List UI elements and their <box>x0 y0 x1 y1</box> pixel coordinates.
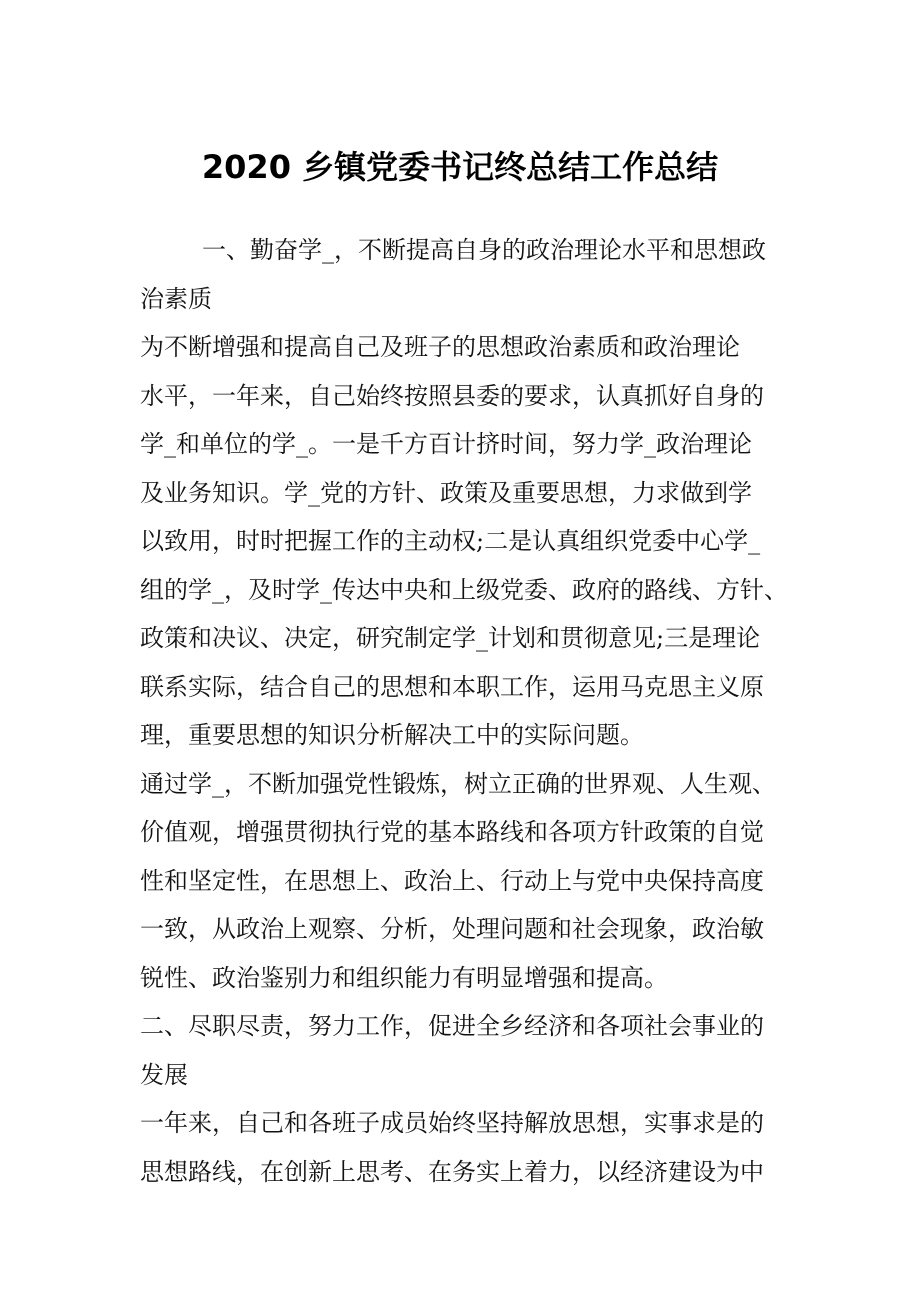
paragraph-line: 政策和决议、决定，研究制定学_计划和贯彻意见;三是理论 <box>140 624 761 652</box>
paragraph-line: 联系实际，结合自己的思想和本职工作，运用马克思主义原 <box>140 672 764 701</box>
paragraph-line: 锐性、政治鉴别力和组织能力有明显增强和提高。 <box>140 963 668 992</box>
paragraph-line: 学_和单位的学_。一是千方百计挤时间，努力学_政治理论 <box>140 430 752 458</box>
paragraph-line: 组的学_，及时学_传达中央和上级党委、政府的路线、方针、 <box>140 575 788 604</box>
paragraph-line: 为不断增强和提高自己及班子的思想政治素质和政治理论 <box>140 333 740 361</box>
paragraph-line: 一致，从政治上观察、分析，处理问题和社会现象，政治敏 <box>140 915 764 943</box>
paragraph-line: 以致用，时时把握工作的主动权;二是认真组织党委中心学_ <box>140 527 761 555</box>
paragraph-line: 通过学_，不断加强党性锻炼，树立正确的世界观、人生观、 <box>140 769 776 798</box>
paragraph-line: 思想路线，在创新上思考、在务实上着力，以经济建设为中 <box>140 1157 764 1186</box>
paragraph-line: 水平，一年来，自己始终按照县委的要求，认真抓好自身的 <box>140 381 764 410</box>
paragraph-line: 理，重要思想的知识分析解决工中的实际问题。 <box>140 721 644 749</box>
paragraph-line: 及业务知识。学_党的方针、政策及重要思想，力求做到学 <box>140 478 752 507</box>
section-heading-2: 二、尽职尽责，努力工作，促进全乡经济和各项社会事业的 <box>140 1012 764 1040</box>
document-title: 2020 乡镇党委书记终总结工作总结 <box>201 148 719 186</box>
paragraph-line: 一年来，自己和各班子成员始终坚持解放思想，实事求是的 <box>140 1109 764 1137</box>
paragraph-line: 价值观，增强贯彻执行党的基本路线和各项方针政策的自觉 <box>140 818 764 846</box>
document-body <box>140 226 800 1196</box>
paragraph-line: 性和坚定性，在思想上、政治上、行动上与党中央保持高度 <box>140 866 764 895</box>
section-heading-2-cont: 发展 <box>140 1060 188 1089</box>
section-heading-1-cont: 治素质 <box>140 284 212 313</box>
section-heading-1: 一、勤奋学_，不断提高自身的政治理论水平和思想政 <box>202 236 766 264</box>
